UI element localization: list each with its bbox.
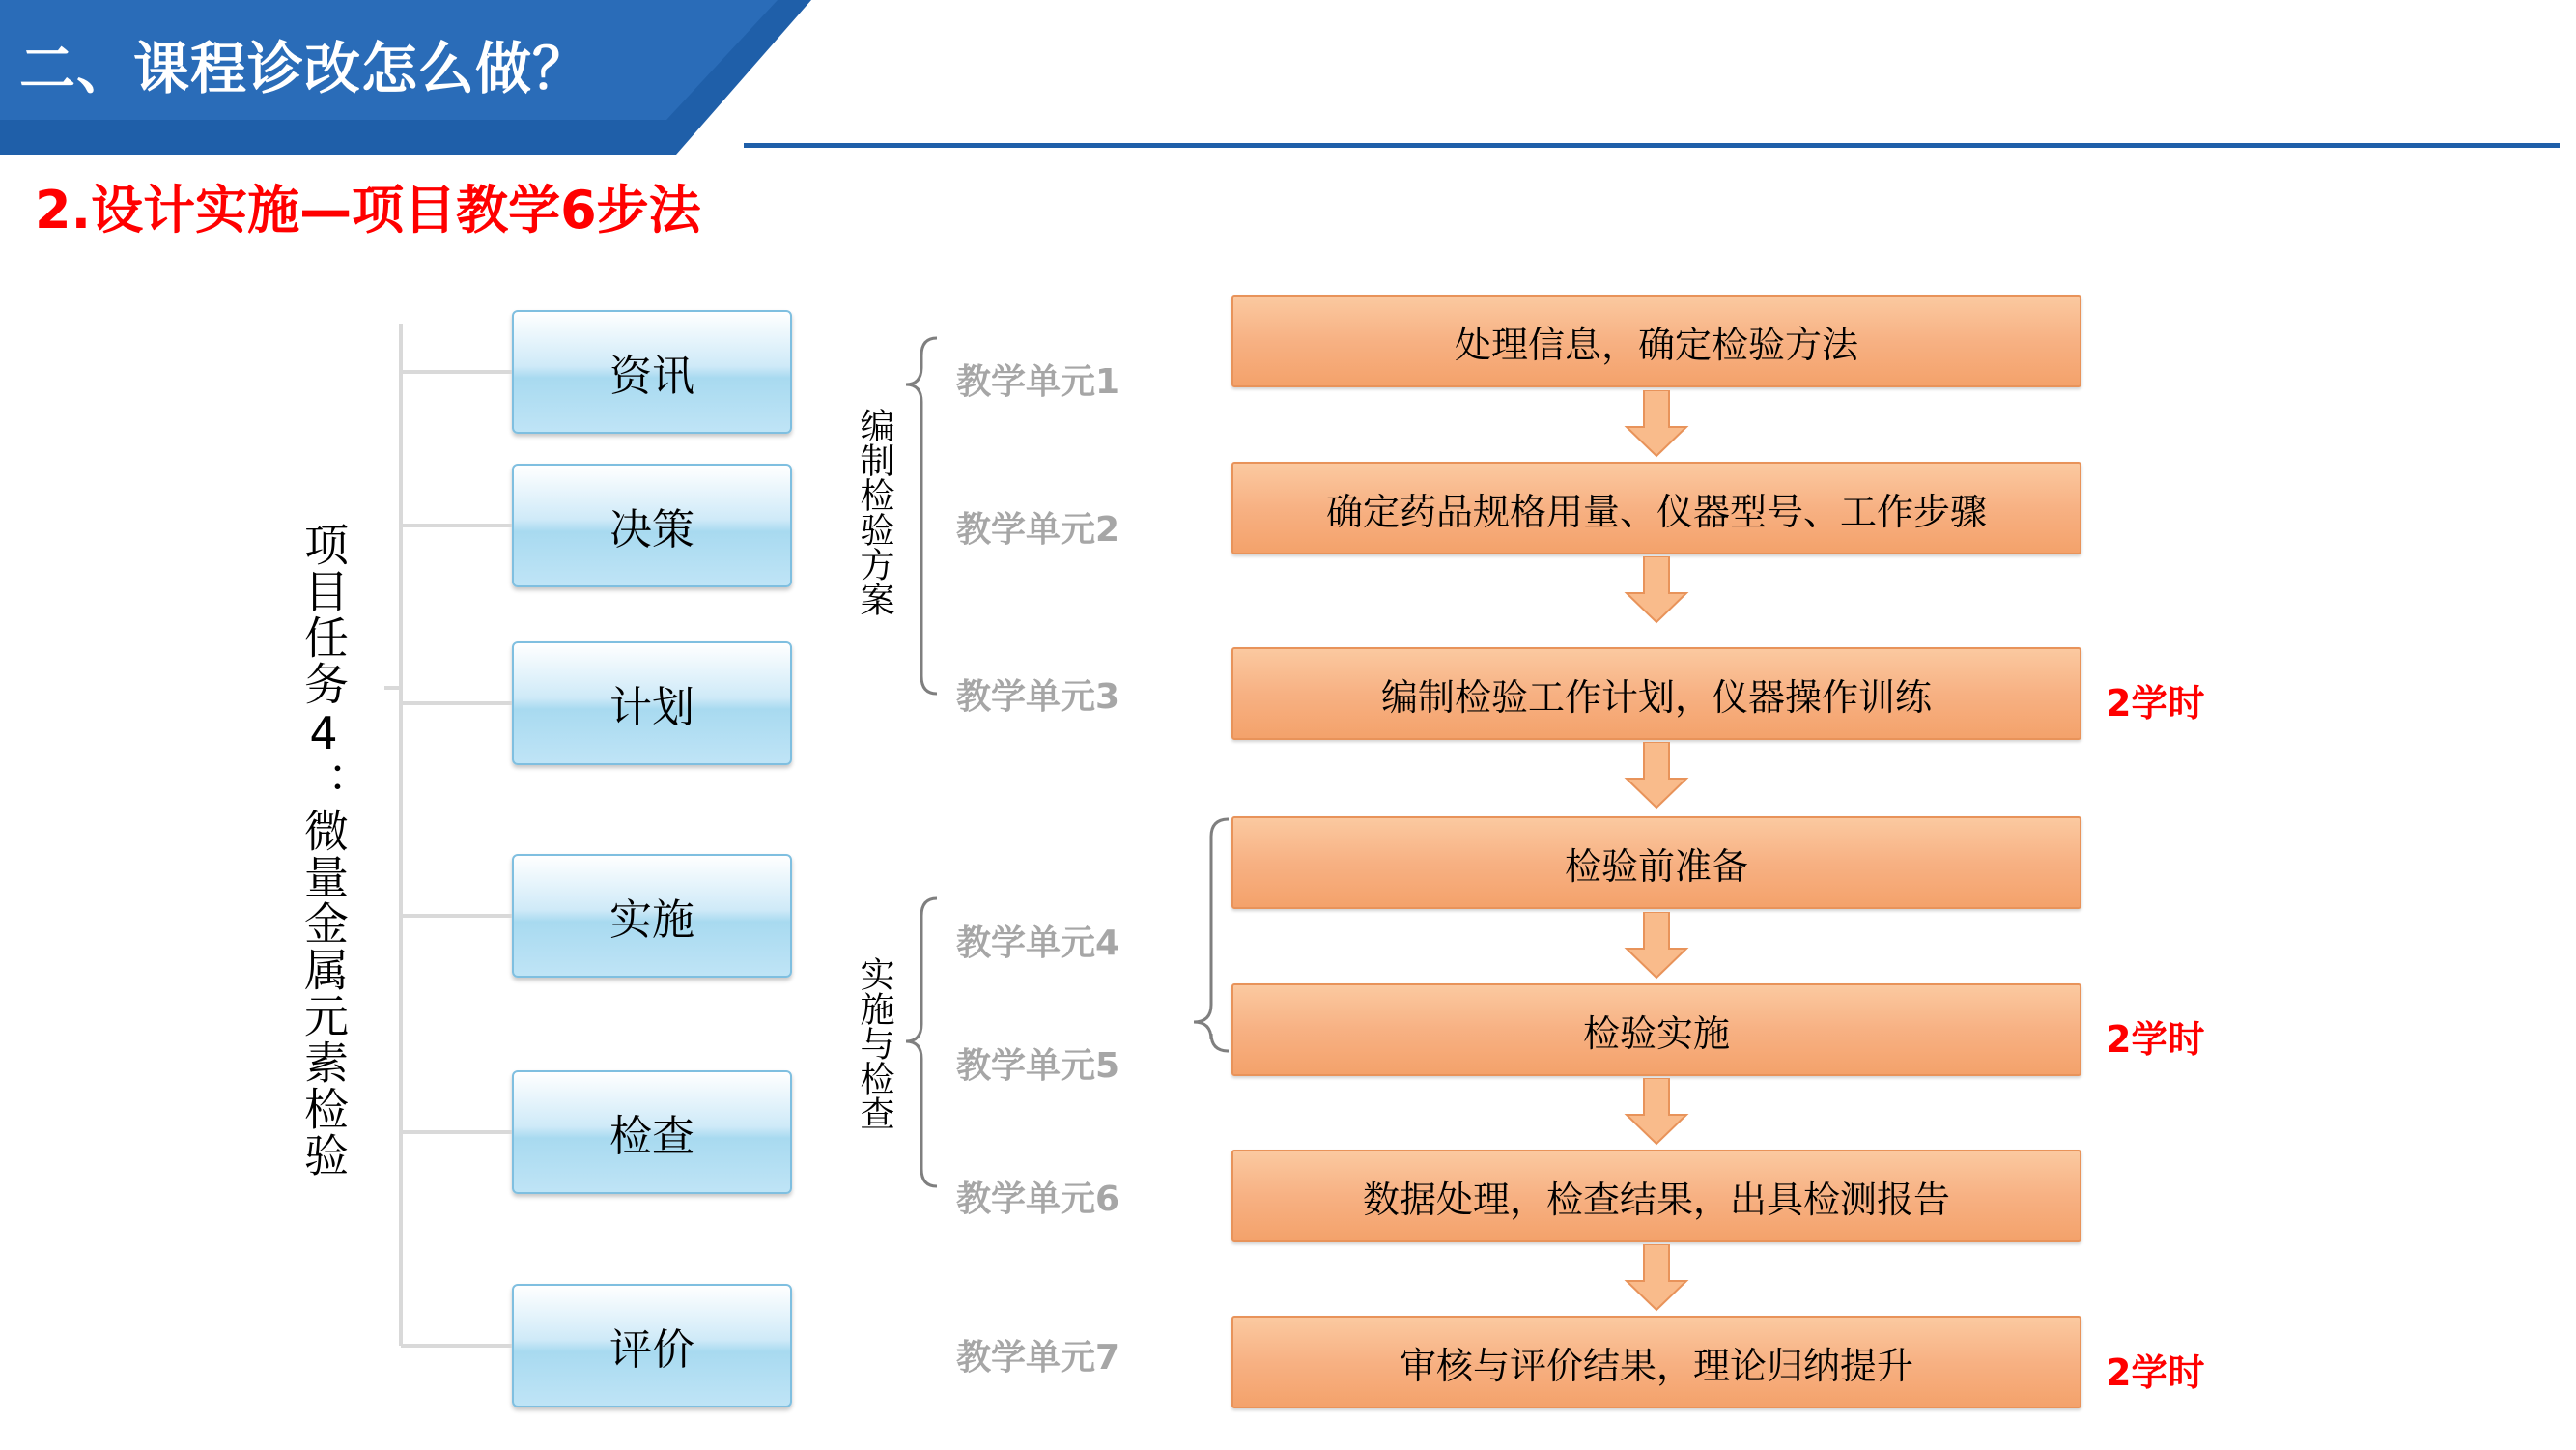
step-box-zixun[interactable]	[512, 310, 792, 434]
step-label: 资讯	[609, 352, 694, 401]
group-label-execute: 实施与检查	[855, 956, 894, 1130]
step-label: 决策	[609, 505, 694, 554]
unit-label-7: 教学单元7	[956, 1338, 1120, 1378]
unit-label-1: 教学单元1	[956, 362, 1120, 402]
unit-label-3: 教学单元3	[956, 677, 1120, 717]
unit-label-2: 教学单元2	[956, 510, 1120, 550]
down-arrow-icon-3	[1623, 742, 1690, 802]
down-arrow-icon-1	[1623, 390, 1690, 450]
process-box-7[interactable]	[1231, 1316, 2081, 1408]
process-label: 检验实施	[1582, 1011, 1730, 1055]
unit-label-6: 教学单元6	[956, 1180, 1120, 1219]
hours-label-2: 2学时	[2106, 1018, 2205, 1061]
project-task-label: 项目任务4：微量金属元素检验	[297, 522, 350, 1179]
process-box-4[interactable]	[1231, 816, 2081, 909]
process-box-6[interactable]	[1231, 1150, 2081, 1242]
step-label: 检查	[609, 1112, 694, 1161]
down-arrow-icon-4	[1623, 912, 1690, 972]
step-label: 实施	[609, 896, 694, 945]
hours-label-3: 2学时	[2106, 1351, 2205, 1394]
process-label: 处理信息，确定检验方法	[1454, 323, 1858, 366]
process-label: 编制检验工作计划，仪器操作训练	[1380, 675, 1932, 719]
step-box-jiancha[interactable]	[512, 1070, 792, 1194]
process-label: 数据处理，检查结果，出具检测报告	[1362, 1178, 1950, 1221]
down-arrow-icon-2	[1623, 556, 1690, 616]
down-arrow-icon-5	[1623, 1078, 1690, 1138]
hours-label-1: 2学时	[2106, 682, 2205, 725]
down-arrow-icon-6	[1623, 1244, 1690, 1304]
process-box-3[interactable]	[1231, 647, 2081, 740]
process-label: 检验前准备	[1564, 844, 1748, 888]
header-divider	[744, 143, 2560, 148]
process-box-5[interactable]	[1231, 983, 2081, 1076]
page-title: 二、课程诊改怎么做？	[19, 36, 590, 101]
process-label: 确定药品规格用量、仪器型号、工作步骤	[1325, 490, 1987, 533]
step-label: 评价	[609, 1325, 694, 1375]
unit-label-4: 教学单元4	[956, 924, 1120, 963]
process-label: 审核与评价结果，理论归纳提升	[1399, 1344, 1913, 1387]
step-box-juece[interactable]	[512, 464, 792, 587]
process-box-2[interactable]	[1231, 462, 2081, 554]
step-box-pingjia[interactable]	[512, 1284, 792, 1407]
step-box-jihua[interactable]	[512, 641, 792, 765]
section-title: 2.设计实施—项目教学6步法	[35, 180, 701, 241]
process-box-1[interactable]	[1231, 295, 2081, 387]
step-box-shishi[interactable]	[512, 854, 792, 978]
step-label: 计划	[609, 683, 694, 732]
unit-label-5: 教学单元5	[956, 1046, 1120, 1086]
group-label-plan: 编制检验方案	[855, 408, 894, 616]
